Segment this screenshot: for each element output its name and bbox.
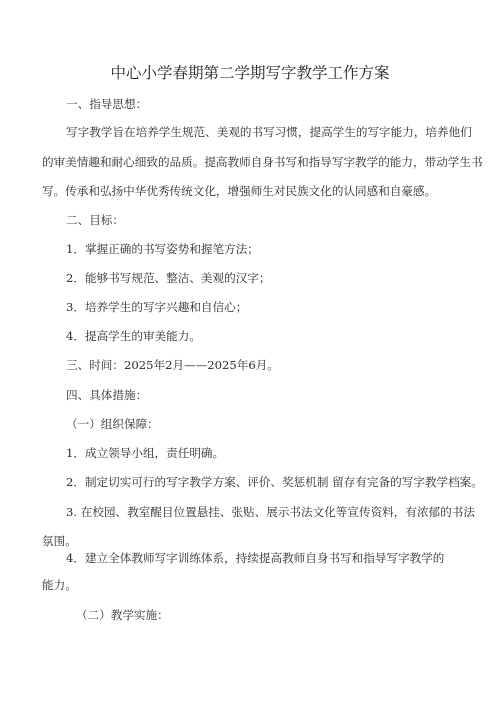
section-heading-goals: 二、目标：	[66, 213, 124, 227]
subsection-heading-organization: （一）组织保障：	[66, 417, 159, 431]
org-item-3: 3. 在校园、教室醒目位置悬挂、张贴、展示书法文化等宣传资料，有浓郁的书法	[66, 505, 475, 519]
goal-item-2: 2．能够书写规范、整洁、美观的汉字；	[66, 271, 271, 285]
org-item-4: 4．建立全体教师写字训练体系，持续提高教师自身书写和指导写字教学的	[66, 551, 445, 565]
document-title: 中心小学春期第二学期写字教学工作方案	[110, 64, 390, 82]
section-heading-measures: 四、具体措施：	[66, 388, 148, 402]
guiding-paragraph-line-2: 的审美情趣和耐心细致的品质。提高教师自身书写和指导写字教学的能力，带动学生书	[42, 155, 483, 169]
org-item-4-continued: 能力。	[42, 578, 77, 592]
org-item-3-continued: 氛围。	[42, 534, 77, 548]
section-heading-guiding: 一、指导思想：	[66, 97, 148, 111]
goal-item-4: 4．提高学生的审美能力。	[66, 329, 201, 343]
goal-item-3: 3．培养学生的写字兴趣和自信心；	[66, 300, 248, 314]
subsection-heading-teaching: （二）教学实施：	[76, 608, 169, 622]
goal-item-1: 1．掌握正确的书写姿势和握笔方法；	[66, 242, 259, 256]
org-item-1: 1．成立领导小组，责任明确。	[66, 446, 225, 460]
time-line: 三、时间：2025年2月——2025年6月。	[66, 358, 279, 372]
org-item-2: 2．制定切实可行的写字教学方案、评价、奖惩机制 留存有完备的写字教学档案。	[66, 475, 483, 489]
guiding-paragraph-line-3: 写。传承和弘扬中华优秀传统文化，增强师生对民族文化的认同感和自豪感。	[42, 184, 437, 198]
guiding-paragraph-line-1: 写字教学旨在培养学生规范、美观的书写习惯，提高学生的写字能力，培养他们	[66, 125, 472, 139]
